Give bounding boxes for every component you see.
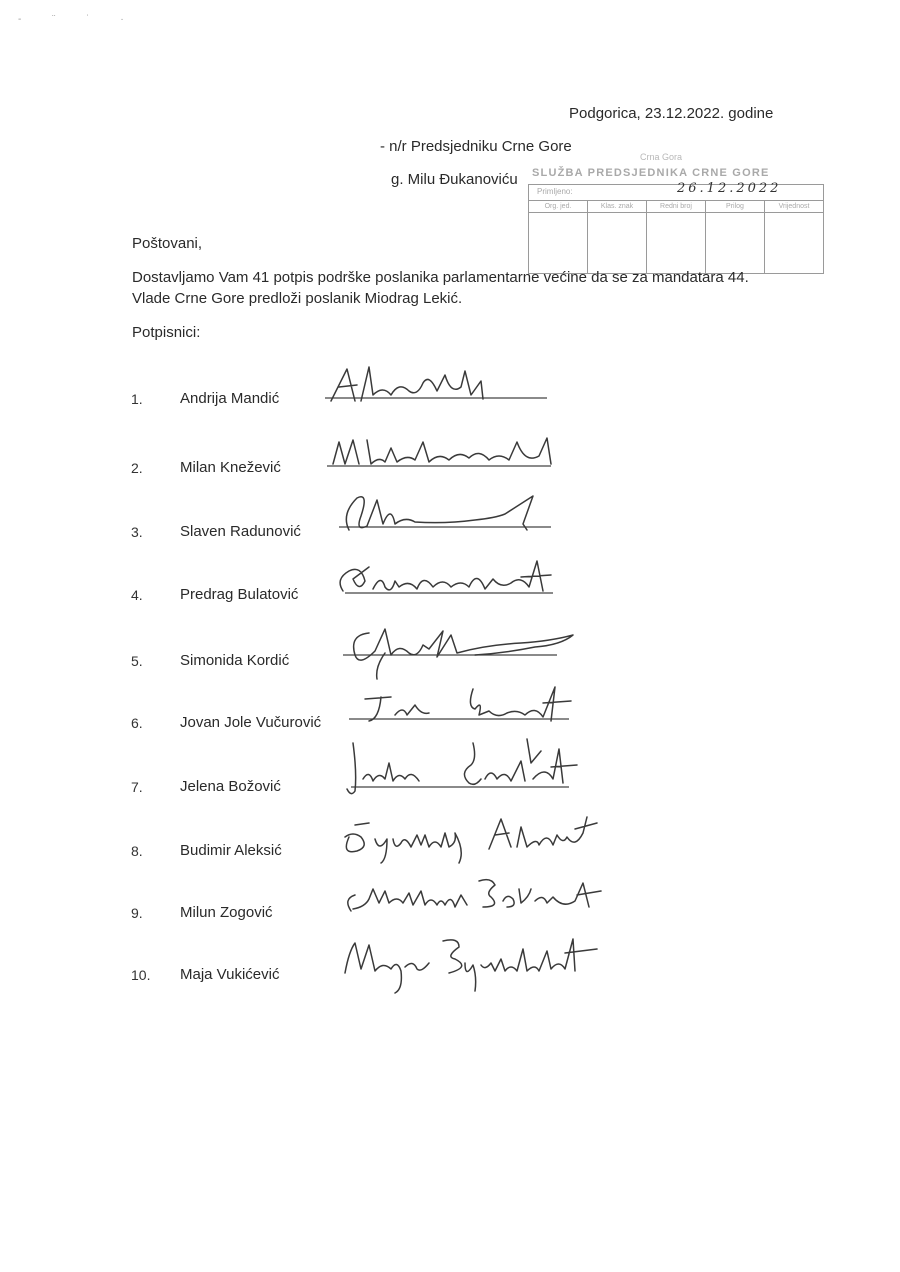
signatory-name: Simonida Kordić [180, 652, 290, 669]
signatory-number: 9. [131, 905, 143, 921]
stamp-country: Crna Gora [640, 152, 683, 162]
scan-specks: - ¨ ˙ · [18, 14, 138, 25]
stamp-received-label: Primljeno: [537, 187, 573, 196]
stamp-column [647, 201, 706, 273]
stamp-column-label: Prilog [706, 201, 764, 213]
signatory-row [0, 707, 900, 747]
signatory-row [0, 645, 900, 685]
signature-image [325, 623, 615, 681]
signatory-number: 5. [131, 653, 143, 669]
signatory-number: 3. [131, 524, 143, 540]
signatory-row [0, 383, 900, 423]
stamp-frame [528, 181, 824, 274]
signatory-name: Budimir Aleksić [180, 842, 282, 859]
signatory-name: Milun Zogović [180, 904, 273, 921]
body-line-1: Dostavljamo Vam 41 potpis podrške poslanika parlamentarne većine da se za mandatara 44. [132, 269, 749, 286]
stamp-column-label: Klas. znak [588, 201, 646, 213]
signatory-number: 6. [131, 715, 143, 731]
signatory-row [0, 579, 900, 619]
signature-image [325, 813, 615, 871]
signatories-label: Potpisnici: [132, 324, 201, 341]
stamp-column-label: Org. jed. [529, 201, 587, 213]
stamp-office: SLUŽBA PREDSJEDNIKA CRNE GORE [532, 167, 770, 179]
signatory-name: Slaven Radunović [180, 523, 301, 540]
signatory-row [0, 452, 900, 492]
signature-image [325, 749, 615, 807]
signatory-number: 1. [131, 391, 143, 407]
signatory-number: 10. [131, 967, 151, 983]
signature-image [325, 937, 615, 995]
signature-image [325, 361, 615, 419]
signatory-name: Milan Knežević [180, 459, 281, 476]
signature-image [325, 430, 615, 488]
signature-image [325, 875, 615, 933]
signatory-row [0, 897, 900, 937]
stamp-column [529, 201, 588, 273]
place-date: Podgorica, 23.12.2022. godine [569, 105, 774, 122]
signatory-name: Jovan Jole Vučurović [180, 714, 322, 731]
signatory-name: Maja Vukićević [180, 966, 280, 983]
signatory-row [0, 771, 900, 811]
stamp-column [706, 201, 765, 273]
recipient-line-2: g. Milu Đukanoviću [391, 171, 518, 188]
stamp-column [765, 201, 823, 273]
signatory-row [0, 835, 900, 875]
stamp-columns [529, 201, 823, 273]
registry-stamp [528, 150, 824, 275]
signatory-number: 2. [131, 460, 143, 476]
signatory-name: Jelena Božović [180, 778, 281, 795]
signature-image [325, 685, 615, 743]
signatory-number: 7. [131, 779, 143, 795]
signatory-name: Predrag Bulatović [180, 586, 299, 603]
body-line-2: Vlade Crne Gore predloži poslanik Miodrag Lekić. [132, 290, 463, 307]
stamp-received-row [529, 181, 823, 201]
stamp-column-label: Redni broj [647, 201, 705, 213]
signatory-number: 4. [131, 587, 143, 603]
stamp-received-date: 26.12.2022 [677, 181, 782, 196]
stamp-column-label: Vrijednost [765, 201, 823, 213]
stamp-column [588, 201, 647, 273]
signatory-row [0, 516, 900, 556]
signature-image [325, 494, 615, 552]
signatory-name: Andrija Mandić [180, 390, 280, 407]
signatory-row [0, 959, 900, 999]
recipient-line-1: - n/r Predsjedniku Crne Gore [380, 138, 572, 155]
signature-image [325, 557, 615, 615]
salutation: Poštovani, [132, 235, 203, 252]
signatory-number: 8. [131, 843, 143, 859]
